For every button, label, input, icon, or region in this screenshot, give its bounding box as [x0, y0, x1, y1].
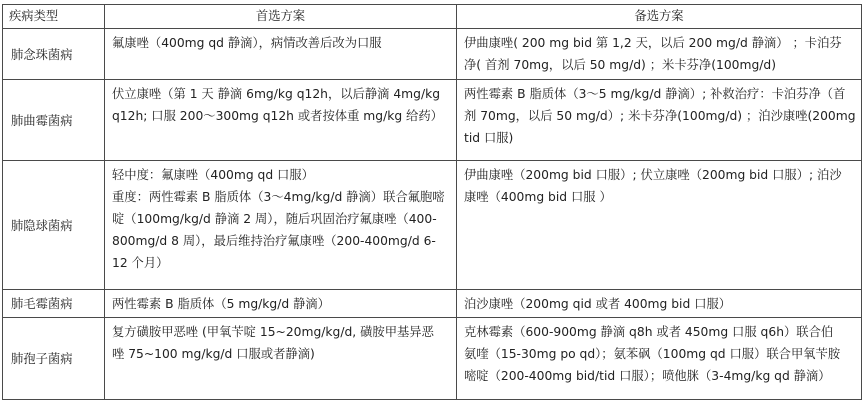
- text-line: 嘧啶（200-400mg bid/tid 口服）；喷他脒（3-4mg/kg qd 静滴）: [464, 369, 831, 383]
- table-row: [3, 80, 862, 161]
- text-line: 伏立康唑（第 1 天 静滴 6mg/kg q12h，以后静滴 4mg/kg: [112, 87, 441, 101]
- text-line: q12h; 口服 200～300mg q12h 或者按体重 mg/kg 给药）: [112, 109, 443, 123]
- treatment-table: [2, 4, 862, 400]
- first-choice-cell: [105, 290, 457, 318]
- alternative-cell: [457, 80, 862, 161]
- text-line: 伊曲康唑( 200 mg bid 第 1,2 天，以后 200 mg/d 静滴） ；卡泊芬: [464, 36, 842, 50]
- alternative-cell: [457, 290, 862, 318]
- text-line: 啶（100mg/kg/d 静滴 2 周），随后巩固治疗氟康唑（400-: [112, 212, 437, 226]
- text-line: 净( 首剂 70mg，以后 50 mg/d) ；米卡芬净(100mg/d): [464, 58, 777, 72]
- text-line: 氨喹（15-30mg po qd）；氨苯砜（100mg qd 口服）联合甲氧苄胺: [464, 347, 841, 361]
- alternative-cell: [457, 318, 862, 400]
- text-line: 800mg/d 8 周），最后维持治疗氟康唑（200-400mg/d 6-: [112, 234, 436, 248]
- disease-name: 肺孢子菌病: [3, 318, 105, 400]
- alternative-cell: [457, 161, 862, 290]
- alternative-cell: [457, 29, 862, 80]
- text-line: 两性霉素 B 脂质体（3～5 mg/kg/d 静滴）; 补救治疗：卡泊芬净（首: [464, 87, 846, 101]
- text-line: tid 口服): [464, 131, 514, 145]
- first-choice-cell: [105, 29, 457, 80]
- header-first-choice: 首选方案: [105, 5, 457, 29]
- first-choice-cell: [105, 80, 457, 161]
- disease-name: 肺隐球菌病: [3, 161, 105, 290]
- text-line: 复方磺胺甲恶唑 (甲氧苄啶 15~20mg/kg/d, 磺胺甲基异恶: [112, 325, 434, 339]
- text-line: 康唑（400mg bid 口服 ）: [464, 190, 612, 204]
- table-row: [3, 290, 862, 318]
- table-row: [3, 161, 862, 290]
- text-line: 两性霉素 B 脂质体（5 mg/kg/d 静滴）: [112, 297, 330, 311]
- header-alternative: 备选方案: [457, 5, 862, 29]
- text-line: 唑 75~100 mg/kg/d 口服或者静滴): [112, 347, 315, 361]
- first-choice-cell: [105, 161, 457, 290]
- disease-name: 肺念珠菌病: [3, 29, 105, 80]
- text-line: 12 个月）: [112, 256, 169, 270]
- header-disease-type: 疾病类型: [3, 5, 105, 29]
- disease-name: 肺毛霉菌病: [3, 290, 105, 318]
- text-line: 氟康唑（400mg qd 静滴），病情改善后改为口服: [112, 36, 382, 50]
- table-row: [3, 318, 862, 400]
- table-row: [3, 29, 862, 80]
- text-line: 伊曲康唑（200mg bid 口服）; 伏立康唑（200mg bid 口服）; 泊沙: [464, 168, 842, 182]
- text-line: 剂 70mg，以后 50 mg/d）; 米卡芬净(100mg/d) ；泊沙康唑(200mg: [464, 109, 856, 123]
- text-line: 克林霉素（600-900mg 静滴 q8h 或者 450mg 口服 q6h）联合伯: [464, 325, 834, 339]
- header-row: [3, 5, 862, 29]
- disease-name: 肺曲霉菌病: [3, 80, 105, 161]
- text-line: 重度：两性霉素 B 脂质体（3～4mg/kg/d 静滴）联合氟胞嘧: [112, 190, 445, 204]
- text-line: 泊沙康唑（200mg qid 或者 400mg bid 口服）: [464, 297, 732, 311]
- first-choice-cell: [105, 318, 457, 400]
- text-line: 轻中度：氟康唑（400mg qd 口服）: [112, 168, 314, 182]
